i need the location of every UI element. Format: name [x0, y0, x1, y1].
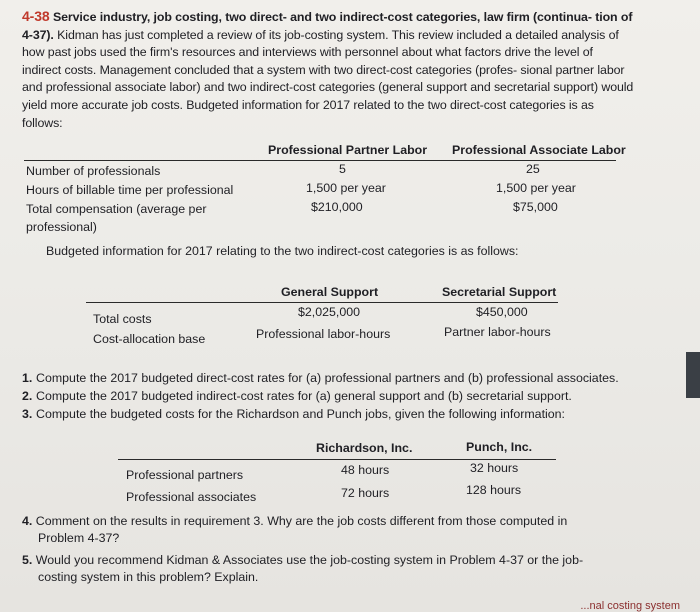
direct-row-label: Hours of billable time per professional	[26, 183, 234, 197]
indirect-table-rule	[86, 302, 558, 303]
question-item	[22, 552, 662, 586]
question-text-cont: costing system in this problem? Explain.	[38, 570, 259, 584]
question-text-cont: Problem 4-37?	[38, 531, 120, 545]
requirement-text: Compute the 2017 budgeted indirect-cost rates for (a) general support and (b) secretarial support.	[36, 389, 572, 403]
direct-row-label-cont: professional)	[26, 220, 97, 234]
direct-cell: 5	[339, 162, 346, 176]
indirect-intro: Budgeted information for 2017 relating to the two indirect-cost categories is as follows:	[46, 244, 519, 258]
direct-header-partner: Professional Partner Labor	[268, 143, 428, 157]
indirect-cell: $2,025,000	[298, 305, 361, 319]
direct-cell: $75,000	[513, 200, 558, 214]
requirement-number: 3.	[22, 407, 33, 421]
direct-cell: 1,500 per year	[496, 181, 576, 195]
indirect-cell: Partner labor-hours	[444, 325, 551, 339]
problem-intro	[22, 8, 634, 132]
problem-body: Kidman has just completed a review of its job-costing system. This review included a detailed analysis of how past jobs used the firm's resources and interviews with personnel about what factors drive the level of indirect costs. Management concluded that a system with two direct-cost categories (profes- sional partner labor and professional associate labor) and two indirect-cost categories (general support and secretarial support) would yield more accurate job costs. Budgeted information for 2017 related to the two direct-cost categories is as follows:	[22, 27, 634, 130]
requirement-text: Compute the budgeted costs for the Richardson and Punch jobs, given the following information:	[36, 407, 565, 421]
requirement-text: Compute the 2017 budgeted direct-cost rates for (a) professional partners and (b) professional associates.	[36, 371, 619, 385]
question-number: 4.	[22, 514, 33, 528]
indirect-header-general: General Support	[281, 285, 379, 299]
question-text: Would you recommend Kidman & Associates use the job-costing system in Problem 4-37 or the job-	[35, 553, 584, 567]
question-item	[22, 513, 662, 547]
jobs-header-richardson: Richardson, Inc.	[316, 441, 413, 455]
direct-cell: $210,000	[311, 200, 363, 214]
jobs-header-punch: Punch, Inc.	[466, 440, 533, 454]
direct-row-label: Total compensation (average per	[26, 202, 207, 216]
jobs-cell: 72 hours	[341, 486, 390, 500]
indirect-cell: Professional labor-hours	[256, 327, 391, 341]
jobs-cell: 128 hours	[466, 483, 522, 497]
footer-fragment: ...nal costing system	[580, 600, 680, 612]
question-number: 5.	[22, 553, 33, 567]
requirement-item	[22, 406, 565, 423]
requirement-number: 1.	[22, 371, 33, 385]
problem-number: 4-38	[22, 8, 50, 24]
indirect-header-secretarial: Secretarial Support	[442, 285, 557, 299]
requirement-item	[22, 370, 619, 387]
requirement-number: 2.	[22, 389, 33, 403]
indirect-cell: $450,000	[476, 305, 528, 319]
question-text: Comment on the results in requirement 3. Why are the job costs different from those computed in	[35, 514, 568, 528]
indirect-row-label: Cost-allocation base	[93, 332, 206, 346]
indirect-row-label: Total costs	[93, 312, 152, 326]
jobs-row-label: Professional partners	[126, 468, 244, 482]
page-edge-tab	[686, 352, 700, 398]
jobs-cell: 32 hours	[470, 461, 519, 475]
jobs-cell: 48 hours	[341, 463, 390, 477]
problem-title: Service industry, job costing, two direct- and two indirect-cost categories, law firm (continua- tion of 4-37).	[22, 10, 633, 42]
direct-cell: 1,500 per year	[306, 181, 386, 195]
jobs-row-label: Professional associates	[126, 490, 257, 504]
direct-row-label: Number of professionals	[26, 164, 161, 178]
jobs-table-rule	[118, 459, 556, 460]
direct-cell: 25	[526, 162, 540, 176]
direct-header-associate: Professional Associate Labor	[452, 143, 626, 157]
requirement-item	[22, 388, 572, 405]
direct-table-rule	[24, 160, 616, 161]
